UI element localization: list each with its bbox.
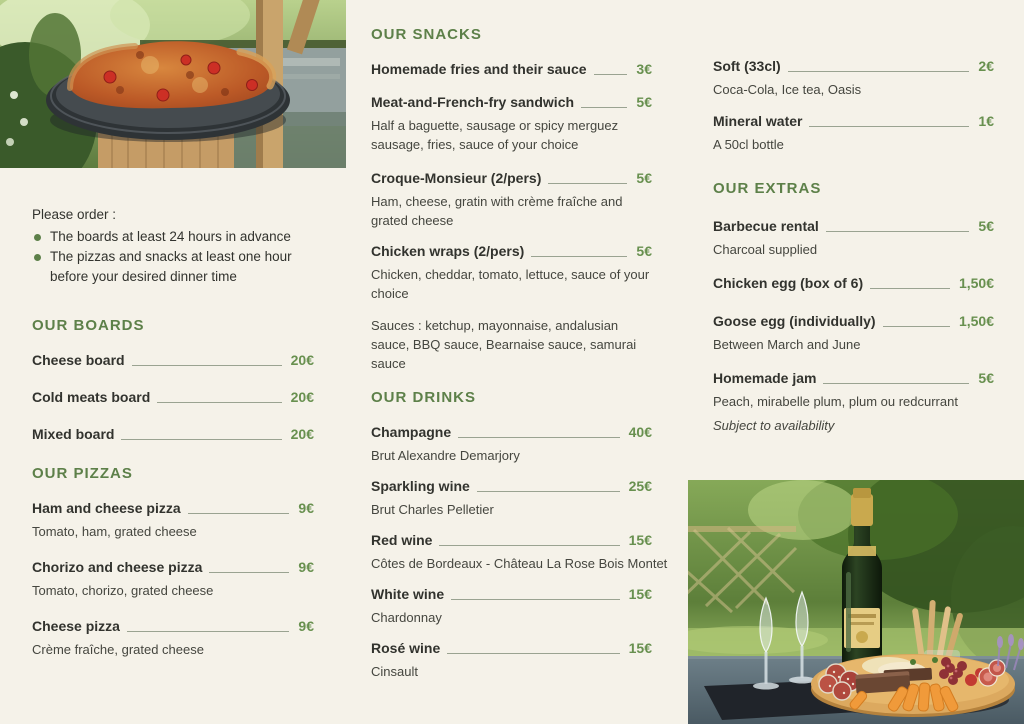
item-name: Homemade fries and their sauce — [371, 61, 587, 77]
menu-item-mixed-board — [32, 426, 314, 443]
leader-line — [439, 545, 619, 546]
item-name: Cheese board — [32, 352, 125, 368]
pizza-photo — [0, 0, 346, 168]
order-notice-intro: Please order : — [32, 207, 117, 222]
leader-line — [132, 365, 282, 366]
leader-line — [531, 256, 627, 257]
leader-line — [883, 326, 950, 327]
item-price: 5€ — [636, 170, 652, 186]
item-price: 5€ — [636, 243, 652, 259]
item-name: Champagne — [371, 424, 452, 440]
leader-line — [451, 599, 620, 600]
item-name: White wine — [371, 586, 445, 602]
item-description: Coca-Cola, Ice tea, Oasis — [713, 82, 862, 97]
item-price: 20€ — [290, 426, 314, 442]
leader-line — [447, 653, 619, 654]
menu-item-cold-meats-board — [32, 389, 314, 406]
menu-item-barbecue-rental — [713, 218, 994, 259]
item-description: Charcoal supplied — [713, 242, 818, 257]
leader-line — [458, 437, 620, 438]
availability-note: Subject to availability — [713, 418, 835, 433]
item-description: Chardonnay — [371, 610, 442, 625]
leader-line — [823, 383, 969, 384]
item-price: 40€ — [628, 424, 652, 440]
item-name: Mixed board — [32, 426, 115, 442]
order-notice — [32, 205, 314, 287]
item-description: Between March and June — [713, 337, 861, 352]
drinks-section-title: OUR DRINKS — [371, 389, 477, 406]
item-price: 9€ — [298, 618, 314, 634]
leader-line — [157, 402, 281, 403]
extras-section — [713, 180, 994, 435]
item-description: Cinsault — [371, 664, 418, 679]
item-description: Tomato, ham, grated cheese — [32, 524, 197, 539]
item-price: 15€ — [628, 586, 652, 602]
soft-drinks-section — [713, 58, 994, 154]
item-description: Half a baguette, sausage or spicy merguez sausage, fries, sauce of your choice — [371, 118, 619, 152]
menu-item-champagne — [371, 424, 652, 465]
item-price: 9€ — [298, 500, 314, 516]
item-name: Meat-and-French-fry sandwich — [371, 94, 575, 110]
boards-section — [32, 317, 314, 443]
item-price: 1€ — [978, 113, 994, 129]
item-name: Homemade jam — [713, 370, 817, 386]
menu-item-red-wine — [371, 532, 668, 573]
aperitif-photo-illustration — [688, 480, 1024, 724]
item-name: Chorizo and cheese pizza — [32, 559, 203, 575]
menu-item-white-wine — [371, 586, 652, 627]
menu-item-homemade-jam — [713, 370, 994, 435]
item-price: 1,50€ — [958, 313, 994, 329]
snacks-section-title: OUR SNACKS — [371, 26, 482, 43]
item-price: 5€ — [978, 218, 994, 234]
menu-item-ham-cheese-pizza — [32, 500, 314, 541]
item-name: Chicken wraps (2/pers) — [371, 243, 525, 259]
item-description: Brut Charles Pelletier — [371, 502, 494, 517]
item-name: Ham and cheese pizza — [32, 500, 181, 516]
item-name: Chicken egg (box of 6) — [713, 275, 864, 291]
menu-item-soft — [713, 58, 994, 99]
item-price: 3€ — [636, 61, 652, 77]
boards-section-title: OUR BOARDS — [32, 317, 145, 334]
pizzas-section — [32, 465, 314, 659]
leader-line — [121, 439, 281, 440]
item-description: Côtes de Bordeaux - Château La Rose Bois Montet — [371, 556, 668, 571]
leader-line — [788, 71, 970, 72]
menu-item-sparkling-wine — [371, 478, 652, 519]
menu-item-croque-monsieur — [371, 170, 652, 230]
menu-item-cheese-board — [32, 352, 314, 369]
item-description: Ham, cheese, gratin with crème fraîche and grated cheese — [371, 194, 623, 228]
item-description: Peach, mirabelle plum, plum ou redcurrant — [713, 394, 958, 409]
menu-item-mineral-water — [713, 113, 994, 154]
item-name: Cheese pizza — [32, 618, 120, 634]
item-price: 1,50€ — [958, 275, 994, 291]
item-price: 9€ — [298, 559, 314, 575]
left-column — [32, 205, 314, 677]
item-price: 15€ — [628, 532, 652, 548]
bullet-dot-icon — [34, 234, 41, 241]
item-price: 25€ — [628, 478, 652, 494]
item-description: Brut Alexandre Demarjory — [371, 448, 520, 463]
snacks-section — [371, 26, 652, 373]
item-price: 15€ — [628, 640, 652, 656]
item-price: 20€ — [290, 352, 314, 368]
item-description: Chicken, cheddar, tomato, lettuce, sauce of your choice — [371, 267, 650, 301]
extras-section-title: OUR EXTRAS — [713, 180, 822, 197]
leader-line — [477, 491, 620, 492]
sauces-note: Sauces : ketchup, mayonnaise, andalusian sauce, BBQ sauce, Bearnaise sauce, samurai sauce — [371, 318, 637, 371]
item-name: Soft (33cl) — [713, 58, 781, 74]
aperitif-photo — [688, 480, 1024, 724]
item-name: Sparkling wine — [371, 478, 470, 494]
right-column — [713, 58, 994, 451]
item-name: Rosé wine — [371, 640, 441, 656]
item-name: Cold meats board — [32, 389, 151, 405]
order-notice-bullet-text: The boards at least 24 hours in advance — [50, 229, 291, 244]
item-name: Barbecue rental — [713, 218, 819, 234]
pizzas-section-title: OUR PIZZAS — [32, 465, 133, 482]
menu-item-meat-fry-sandwich — [371, 94, 652, 154]
menu-item-chicken-egg — [713, 275, 994, 292]
order-notice-bullet — [32, 227, 314, 247]
menu-item-cheese-pizza — [32, 618, 314, 659]
leader-line — [809, 126, 969, 127]
order-notice-bullet-text: The pizzas and snacks at least one hour before your desired dinner time — [50, 249, 292, 284]
leader-line — [127, 631, 289, 632]
middle-column — [371, 26, 668, 694]
item-name: Goose egg (individually) — [713, 313, 876, 329]
item-description: A 50cl bottle — [713, 137, 784, 152]
item-name: Croque-Monsieur (2/pers) — [371, 170, 542, 186]
leader-line — [826, 231, 970, 232]
bullet-dot-icon — [34, 254, 41, 261]
menu-item-chicken-wraps — [371, 243, 652, 303]
leader-line — [870, 288, 950, 289]
item-price: 20€ — [290, 389, 314, 405]
leader-line — [581, 107, 627, 108]
leader-line — [188, 513, 290, 514]
item-name: Red wine — [371, 532, 433, 548]
item-description: Tomato, chorizo, grated cheese — [32, 583, 214, 598]
item-price: 2€ — [978, 58, 994, 74]
item-price: 5€ — [978, 370, 994, 386]
menu-item-chorizo-cheese-pizza — [32, 559, 314, 600]
item-description: Crème fraîche, grated cheese — [32, 642, 204, 657]
item-name: Mineral water — [713, 113, 803, 129]
pizza-photo-illustration — [0, 0, 346, 168]
menu-item-homemade-fries — [371, 61, 652, 78]
menu-item-rose-wine — [371, 640, 652, 681]
leader-line — [209, 572, 289, 573]
item-price: 5€ — [636, 94, 652, 110]
menu-item-goose-egg — [713, 313, 994, 354]
leader-line — [548, 183, 627, 184]
order-notice-bullet — [32, 247, 314, 287]
leader-line — [594, 74, 628, 75]
drinks-section — [371, 389, 668, 681]
